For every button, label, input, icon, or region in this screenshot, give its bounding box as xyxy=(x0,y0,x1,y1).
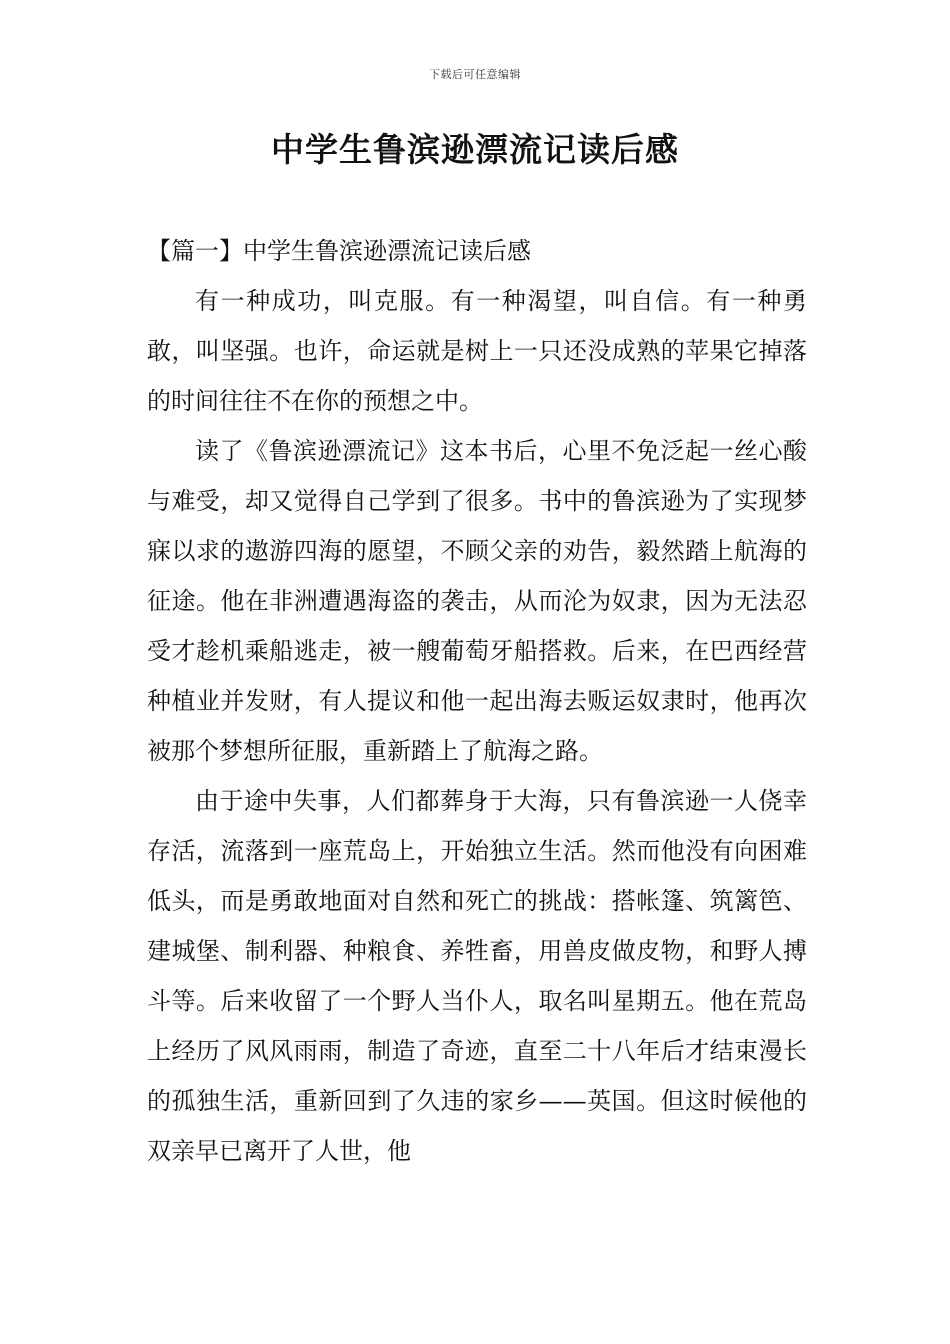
header-note: 下载后可任意编辑 xyxy=(429,68,521,81)
paragraph-1: 有一种成功，叫克服。有一种渴望，叫自信。有一种勇敢，叫坚强。也许，命运就是树上一只还没成熟的苹果它掉落的时间往往不在你的预想之中。 xyxy=(147,287,807,415)
paragraph-3: 由于途中失事，人们都葬身于大海，只有鲁滨逊一人侥幸存活，流落到一座荒岛上，开始独立生活。然而他没有向困难低头，而是勇敢地面对自然和死亡的挑战：搭帐篷、筑篱笆、建城堡、制利器、种粮食、养牲畜，用兽皮做皮物，和野人搏斗等。后来收留了一个野人当仆人，取名叫星期五。他在荒岛上经历了风风雨雨，制造了奇迹，直至二十八年后才结束漫长的孤独生活，重新回到了久违的家乡——英国。但这时候他的双亲早已离开了人世，他 xyxy=(147,787,807,1165)
document-title: 中学生鲁滨逊漂流记读后感 xyxy=(271,130,679,169)
section-heading: 【篇一】中学生鲁滨逊漂流记读后感 xyxy=(147,237,531,265)
paragraph-2: 读了《鲁滨逊漂流记》这本书后，心里不免泛起一丝心酸与难受，却又觉得自己学到了很多。书中的鲁滨逊为了实现梦寐以求的遨游四海的愿望，不顾父亲的劝告，毅然踏上航海的征途。他在非洲遭遇海盗的袭击，从而沦为奴隶，因为无法忍受才趁机乘船逃走，被一艘葡萄牙船搭救。后来，在巴西经营种植业并发财，有人提议和他一起出海去贩运奴隶时，他再次被那个梦想所征服，重新踏上了航海之路。 xyxy=(147,437,807,765)
document-body xyxy=(147,226,807,1176)
